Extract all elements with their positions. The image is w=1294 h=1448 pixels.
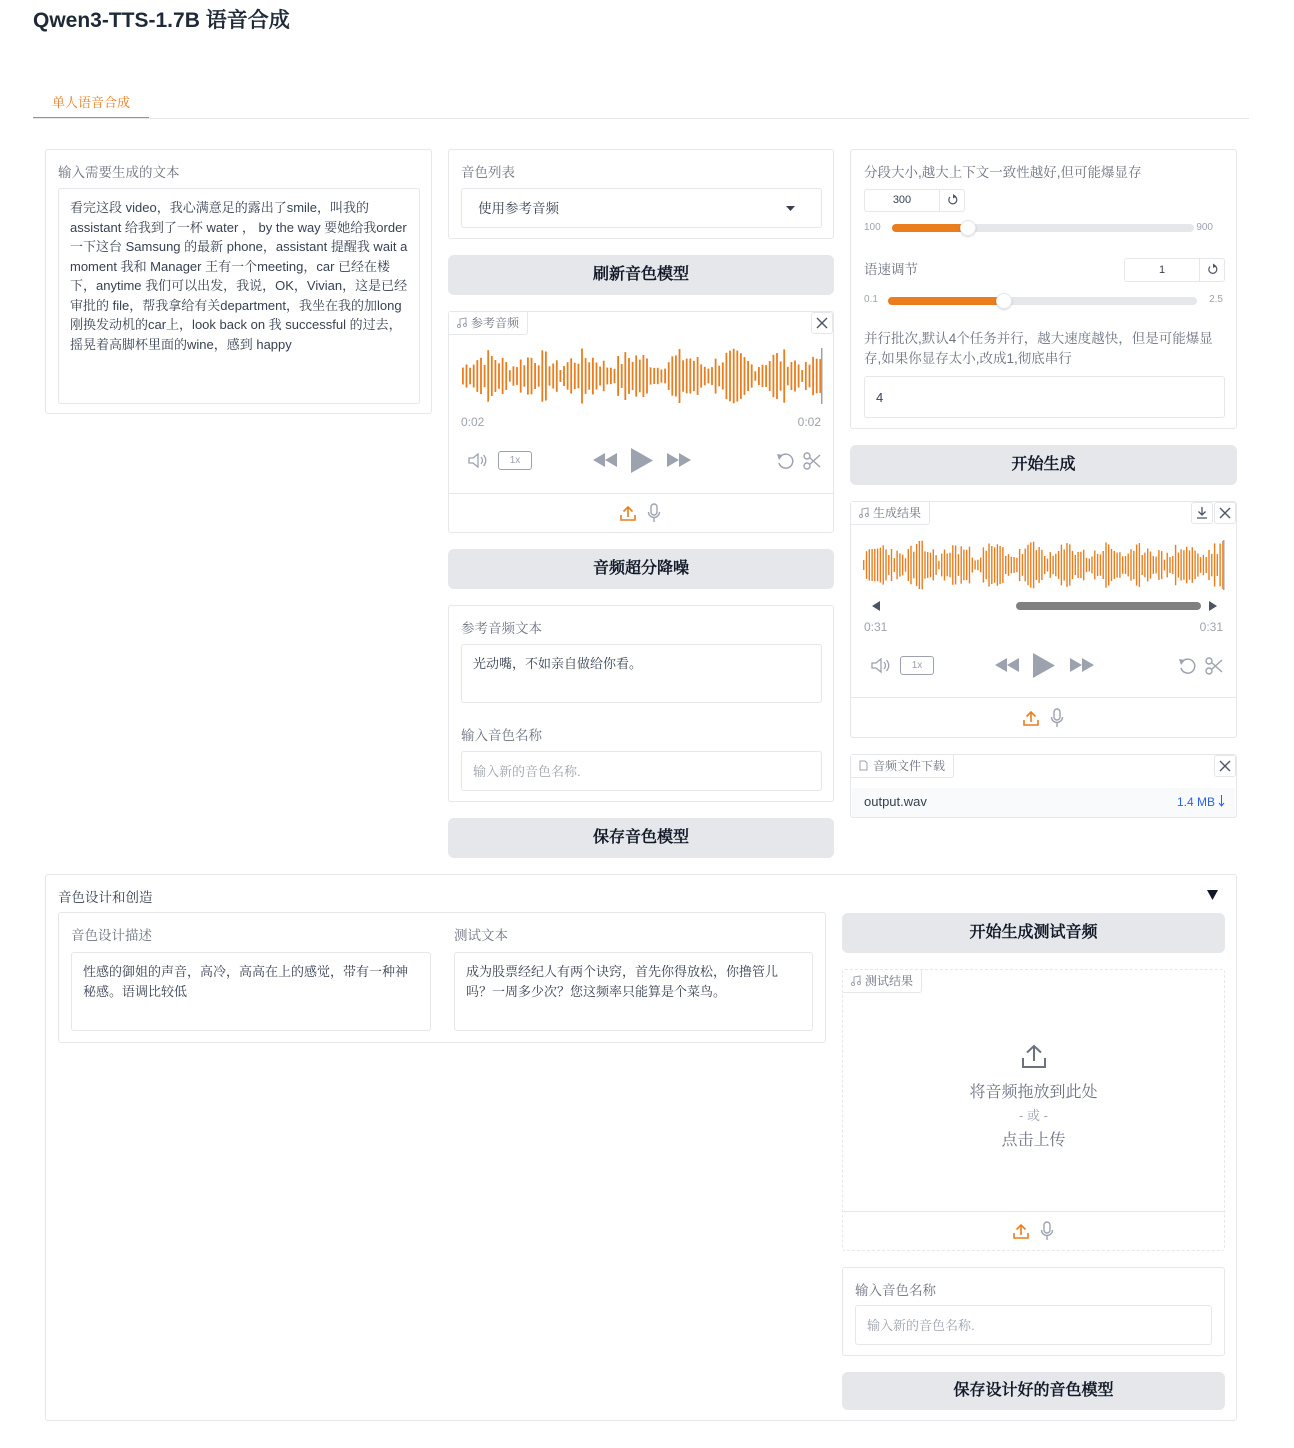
reset-icon[interactable] [1199, 259, 1225, 281]
file-name: output.wav [864, 794, 927, 809]
result-waveform[interactable] [863, 540, 1225, 590]
rewind-icon[interactable] [593, 453, 617, 467]
design-name-panel [842, 1267, 1225, 1356]
upload-icon [1020, 1043, 1048, 1069]
ref-text-panel [448, 605, 834, 802]
slider-fill [892, 224, 968, 232]
slider-handle[interactable] [960, 220, 976, 236]
segment-max: 900 [1196, 222, 1213, 233]
upload-icon[interactable] [619, 504, 637, 522]
upload-icon[interactable] [1022, 709, 1040, 727]
result-time-current: 0:31 [864, 620, 888, 634]
click-upload-text[interactable]: 点击上传 [1001, 1132, 1066, 1149]
rewind-icon[interactable] [995, 658, 1019, 672]
waveform-scrollbar[interactable] [1016, 602, 1201, 610]
volume-icon[interactable] [870, 657, 892, 674]
speed-value: 1 [1158, 264, 1166, 276]
or-text: - 或 - [1019, 1108, 1048, 1123]
ref-text-label: 参考音频文本 [461, 621, 542, 636]
ref-time-current: 0:02 [461, 415, 485, 429]
result-audio-tag-label: 生成结果 [873, 506, 922, 520]
ref-text-input[interactable]: 光动嘴，不如亲自做给你看。 [461, 644, 822, 703]
fast-forward-icon[interactable] [667, 453, 691, 467]
play-icon[interactable] [631, 448, 653, 473]
close-icon[interactable] [811, 312, 833, 334]
page-title: Qwen3-TTS-1.7B 语音合成 [33, 9, 290, 32]
triangle-down-icon[interactable] [1207, 890, 1218, 900]
save-design-voice-button[interactable]: 保存设计好的音色模型 [842, 1372, 1225, 1410]
dropzone-divider [843, 1211, 1224, 1212]
result-audio-tag [851, 502, 930, 525]
scissors-icon[interactable] [802, 451, 822, 471]
settings-panel [850, 149, 1237, 429]
file-download-tag-label: 音频文件下载 [873, 759, 946, 773]
music-note-icon [851, 975, 861, 986]
ref-time-total: 0:02 [797, 415, 821, 429]
tab-single-tts[interactable]: 单人语音合成 [33, 88, 149, 119]
download-icon[interactable] [1191, 502, 1213, 524]
ref-speed-button[interactable]: 1x [498, 451, 532, 470]
close-icon[interactable] [1214, 502, 1236, 524]
segment-value: 300 [892, 194, 912, 206]
play-icon[interactable] [1033, 653, 1055, 678]
batch-input[interactable]: 4 [864, 376, 1225, 418]
segment-slider[interactable] [892, 224, 1194, 232]
text-input-label: 输入需要生成的文本 [58, 165, 180, 180]
file-size-link[interactable]: 1.4 MB [1176, 795, 1215, 809]
test-text-input[interactable]: 成为股票经纪人有两个诀窍，首先你得放松，你撸管儿吗？一周多少次？您这频率只能算是个菜鸟。 [454, 952, 813, 1031]
denoise-button[interactable]: 音频超分降噪 [448, 549, 834, 589]
result-speed-button[interactable]: 1x [900, 656, 934, 675]
generate-test-audio-button[interactable]: 开始生成测试音频 [842, 913, 1225, 953]
accordion-title[interactable]: 音色设计和创造 [58, 890, 153, 905]
speed-max: 2.5 [1209, 294, 1223, 305]
undo-icon[interactable] [775, 451, 795, 471]
test-result-tag-label: 测试结果 [865, 974, 914, 988]
design-desc-label: 音色设计描述 [71, 928, 152, 943]
scroll-right-icon[interactable] [1209, 601, 1217, 611]
ref-audio-tag-label: 参考音频 [471, 316, 520, 330]
save-voice-button[interactable]: 保存音色模型 [448, 818, 834, 858]
tab-divider [33, 118, 1249, 119]
ref-audio-tag [449, 312, 528, 335]
text-input-area[interactable]: 看完这段 video，我心满意足的露出了smile，叫我的assistant 给我到了一杯 water ， by the way 要她给我order 一下这台 Samsung 的最新 phone，assistant 提醒我 wait a moment 我和 Manager 王有一个meeting，car 已经在楼下，anytime 我们可以出发，我说，OK，Vivian，这是已经审批的 file，帮我拿给有关department，我坐在我的加long刚换发动机的car上，look back on 我 successful 的过去，摇晃着高脚杯里面的wine，感到 happy [58, 188, 420, 404]
scissors-icon[interactable] [1204, 656, 1224, 676]
speed-slider[interactable] [888, 297, 1197, 305]
slider-fill [888, 297, 1004, 305]
segment-number[interactable] [864, 189, 965, 212]
design-desc-input[interactable]: 性感的御姐的声音，高冷，高高在上的感觉，带有一种神秘感。语调比较低 [71, 952, 431, 1031]
refresh-voice-button[interactable]: 刷新音色模型 [448, 255, 834, 295]
result-time-total: 0:31 [1199, 620, 1223, 634]
file-download-panel [850, 754, 1237, 818]
scroll-left-icon[interactable] [872, 601, 880, 611]
undo-icon[interactable] [1177, 656, 1197, 676]
microphone-icon[interactable] [1040, 1221, 1054, 1241]
speed-number[interactable] [1124, 258, 1225, 282]
segment-label: 分段大小,越大上下文一致性越好,但可能爆显存 [864, 165, 1142, 180]
test-result-tag [843, 970, 922, 993]
voice-list-label: 音色列表 [461, 165, 515, 180]
voice-list-select[interactable] [461, 188, 822, 228]
text-input-panel [45, 149, 432, 414]
design-name-label: 输入音色名称 [855, 1283, 936, 1298]
speed-min: 0.1 [864, 294, 878, 305]
ref-waveform[interactable] [462, 348, 823, 404]
music-note-icon [859, 507, 869, 518]
microphone-icon[interactable] [647, 503, 661, 523]
slider-handle[interactable] [996, 293, 1012, 309]
speed-label: 语速调节 [864, 262, 918, 277]
voice-name-label: 输入音色名称 [461, 728, 542, 743]
caret-down-icon [786, 206, 795, 211]
voice-design-accordion [45, 874, 1237, 1421]
voice-name-input[interactable]: 输入新的音色名称. [461, 751, 822, 791]
upload-icon[interactable] [1012, 1222, 1030, 1240]
batch-label: 并行批次,默认4个任务并行，越大速度越快，但是可能爆显存,如果你显存太小,改成1,彻底串行 [864, 331, 1213, 366]
voice-list-panel [448, 149, 834, 239]
design-inputs-panel [58, 912, 826, 1043]
close-icon[interactable] [1214, 755, 1236, 777]
design-name-input[interactable]: 输入新的音色名称. [855, 1305, 1212, 1345]
file-row[interactable] [852, 788, 1235, 817]
music-note-icon [457, 317, 467, 328]
drop-text: 将音频拖放到此处 [969, 1084, 1098, 1101]
test-result-dropzone[interactable] [842, 969, 1225, 1251]
file-download-tag [851, 755, 954, 778]
ref-audio-player [448, 311, 834, 533]
test-text-label: 测试文本 [454, 928, 508, 943]
generate-button[interactable]: 开始生成 [850, 445, 1237, 485]
download-arrow-icon[interactable] [1218, 795, 1225, 807]
volume-icon[interactable] [467, 452, 489, 469]
segment-min: 100 [864, 222, 881, 233]
result-player-divider [851, 697, 1236, 698]
microphone-icon[interactable] [1050, 708, 1064, 728]
voice-list-value: 使用参考音频 [478, 201, 559, 216]
ref-player-divider [449, 493, 833, 494]
file-icon [859, 760, 868, 771]
fast-forward-icon[interactable] [1070, 658, 1094, 672]
reset-icon[interactable] [939, 190, 965, 211]
result-audio-player [850, 501, 1237, 738]
